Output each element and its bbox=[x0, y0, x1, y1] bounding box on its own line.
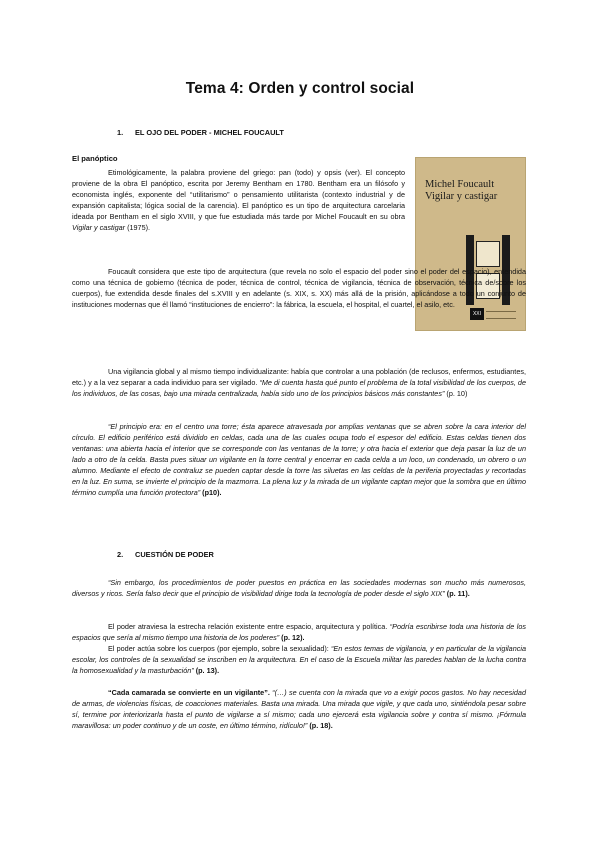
paragraph-comrade-vigilant: “Cada camarada se convierte en un vigilante”. “(…) se cuenta con la mirada que vo a exigir pocos gastos. No hay necesidad de armas, de violencias físicas, de coacciones materiales. Basta una mirada. Una mirada que vigile, y que cada uno, sintiéndola pesar sobre sí, termine por interiorizarla hasta el punto de vigilarse a sí mismo; cada uno ejercerá esta vigilancia sobre y contra sí mismo. ¡Fórmula maravillosa: un poder continuo y de un coste, en último término, ridículo!” (p. 18). bbox=[72, 688, 526, 731]
book-cover-author: Michel Foucault bbox=[425, 179, 495, 190]
page-title: Tema 4: Orden y control social bbox=[185, 80, 415, 97]
section-heading-1 bbox=[117, 128, 284, 137]
publisher-mark bbox=[486, 311, 516, 319]
paragraph-global-vigilance: Una vigilancia global y al mismo tiempo individualizante: había que controlar a una población (de reclusos, enfermos, estudiantes, etc.) y a la vez separar a cada individuo para ser vigilado. “Me di cuenta hasta qué punto el problema de la total visibilidad de los cuerpos, de los individuos, de las cosas, bajo una mirada centralizada, había sido uno de los principios básicos más constantes” (p. 10) bbox=[72, 367, 526, 399]
paragraph-power-procedures: “Sin embargo, los procedimientos de poder puestos en práctica en las sociedades modernas son mucho más numerosos, diversos y ricos. Sería falso decir que el principio de visibilidad dirige toda la tecnología de poder desde el siglo XIX” (p. 11). bbox=[72, 578, 526, 599]
publisher-logo: XXI bbox=[470, 308, 484, 320]
section-title: CUESTIÓN DE PODER bbox=[135, 550, 214, 559]
paragraph-foucault-architecture: Foucault considera que este tipo de arquitectura (que revela no solo el espacio del poder sino el poder del espacio), entendida como una técnica de gobierno (técnica de poder, técnica de control, técnica de vigilancia, técnica de observación, técnica de/sobre los cuerpos), fue extendida desde finales del s.XVIII y en adelante (s. XIX, s. XX) más allá de la prisión, aplicándose a todo un conjunto de instituciones modernas que él llamó “instituciones de encierro”: la fábrica, la escuela, el hospital, el cuartel, el asilo, etc. bbox=[72, 267, 526, 310]
paragraph-bodies-sexuality: El poder actúa sobre los cuerpos (por ejemplo, sobre la sexualidad): “En estos temas de vigilancia, y en particular de la vigilancia escolar, los controles de la sexualidad se inscriben en la arquitectura. En el caso de la Escuela militar las paredes hablan de la lucha contra la homosexualidad y la masturbación” (p. 13). bbox=[72, 644, 526, 676]
section-title: EL OJO DEL PODER - MICHEL FOUCAULT bbox=[135, 128, 284, 137]
subsection-heading: El panóptico bbox=[72, 154, 118, 163]
section-heading-2 bbox=[117, 550, 214, 559]
section-number: 2. bbox=[117, 550, 124, 559]
paragraph-space-politics: El poder atraviesa la estrecha relación existente entre espacio, arquitectura y política. “Podría escribirse toda una historia de los espacios que sería al mismo tiempo una historia de los poderes” (p. 12). bbox=[72, 622, 527, 643]
book-cover-title: Vigilar y castigar bbox=[425, 191, 498, 202]
section-number: 1. bbox=[117, 128, 124, 137]
paragraph-tower-principle: “El principio era: en el centro una torre; ésta aparece atravesada por amplias ventanas que se abren sobre la cara interior del círculo. El edificio periférico está dividido en celdas, cada una de las cuales ocupa todo el espesor del edificio. Estas celdas tienen dos ventanas: una abierta hacia el interior que se corresponde con las ventanas de la torre; y otra hacia el exterior que deja pasar la luz de un lado a otro de la celda. Basta pues situar un vigilante en la torre central y encerrar en cada celda a un loco, un condenado, un obrero o un alumno. Mediante el efecto de contraluz se pueden captar desde la torre las siluetas en las celdas de la periferia proyectadas y recortadas en la luz. En suma, se invierte el principio de la mazmorra. La plena luz y la mirada de un vigilante captan mejor que la sombra que en último término cumplía una función protectora” (p10). bbox=[72, 422, 526, 498]
paragraph-panoptico-etymology: Etimológicamente, la palabra proviene del griego: pan (todo) y opsis (ver). El concepto proviene de la obra El panóptico, escrita por Jeremy Bentham en 1780. Bentham era un filósofo y economista inglés, exponente del “utilitarismo” o pensamiento utilitarista (contexto industrial y de expansión capitalista; lógica social de la carencia). El panóptico es un tipo de arquitectura carcelaria ideada por Bentham en el siglo XVIII, y que fue estudiada más tarde por Michel Foucault en su obra Vigilar y castigar (1975). bbox=[72, 168, 405, 233]
